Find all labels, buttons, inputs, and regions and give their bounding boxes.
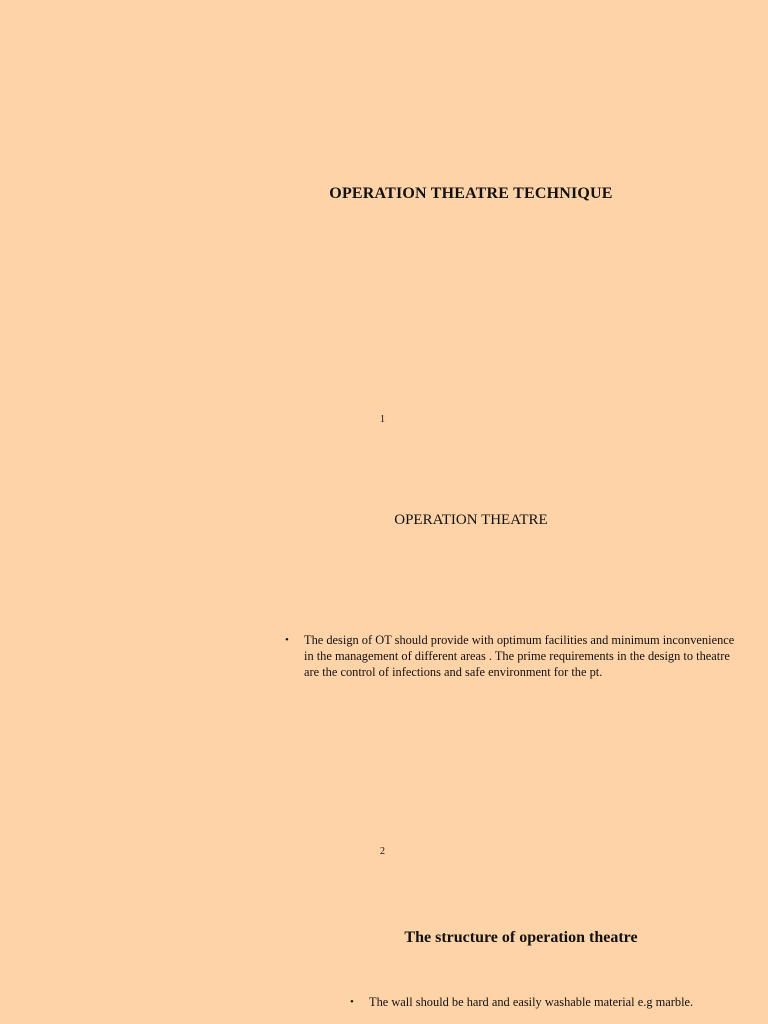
section-title: The structure of operation theatre <box>404 929 638 946</box>
bullet-icon: • <box>285 634 289 646</box>
bullet-icon: • <box>350 996 354 1008</box>
page-number: 2 <box>380 846 385 857</box>
page-number: 1 <box>380 414 385 425</box>
bullet-item <box>350 994 700 1010</box>
slide-title: OPERATION THEATRE <box>394 512 548 528</box>
bullet-text: The wall should be hard and easily washable material e.g marble. <box>369 995 694 1009</box>
bullet-text: The design of OT should provide with optimum facilities and minimum inconvenience in the management of different areas . The prime requirements in the design to theatre are the control of infections and safe environment for the pt. <box>304 633 735 679</box>
bullet-item <box>285 632 735 680</box>
document-title: OPERATION THEATRE TECHNIQUE <box>329 185 613 202</box>
